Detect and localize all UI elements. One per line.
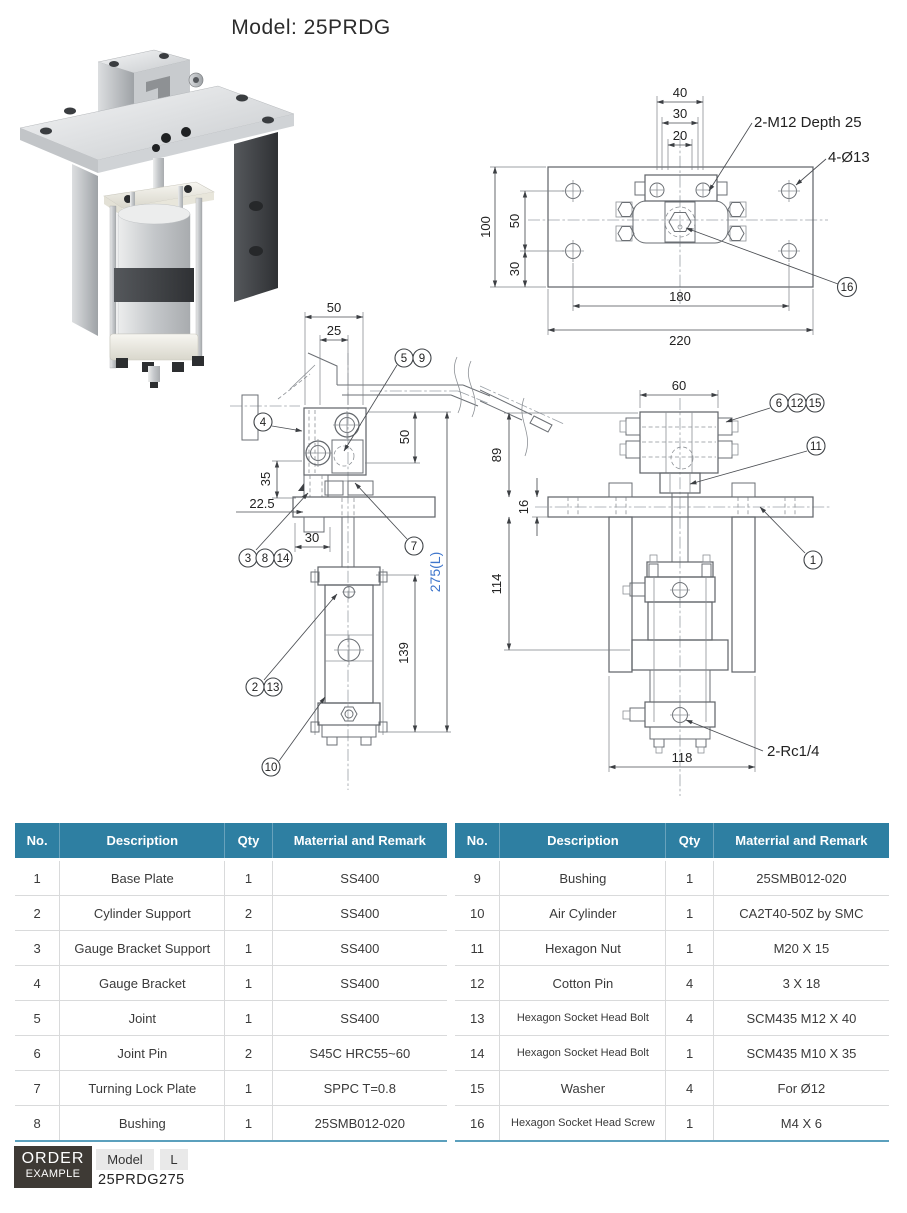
dim-114: 114 [489, 573, 504, 595]
table-row [455, 1036, 889, 1071]
dim-20: 20 [672, 128, 688, 143]
cell-qty: 2 [225, 1036, 272, 1071]
cell-qty: 1 [225, 1106, 272, 1142]
label-rc-port: 2-Rc1/4 [767, 743, 820, 760]
callout-14: 14 [276, 553, 290, 565]
callout-7: 7 [410, 541, 418, 553]
cell-material: SS400 [272, 860, 447, 896]
dim-30-side: 30 [507, 261, 522, 277]
cell-no: 9 [455, 860, 500, 896]
table-row [15, 1071, 447, 1106]
header-no: No. [15, 823, 60, 860]
cell-no: 6 [15, 1036, 60, 1071]
cell-description: Base Plate [60, 860, 225, 896]
cell-description: Bushing [500, 860, 666, 896]
side-view-drawing [480, 370, 907, 800]
cell-no: 5 [15, 1001, 60, 1036]
callout-13: 13 [266, 682, 280, 694]
order-model-chip: Model [96, 1149, 154, 1170]
callout-6: 6 [775, 398, 783, 410]
callout-9: 9 [418, 353, 426, 365]
table-row [15, 896, 447, 931]
cell-description: Gauge Bracket Support [60, 931, 225, 966]
dim-50: 50 [507, 213, 522, 229]
cell-qty: 4 [666, 1071, 713, 1106]
dim-16: 16 [516, 499, 531, 515]
parts-table-left [15, 823, 447, 1142]
table-row [15, 1036, 447, 1071]
table-row [15, 966, 447, 1001]
dim-275-stroke: 275(L) [427, 551, 443, 593]
render-cylinder [104, 158, 214, 388]
cell-no: 3 [15, 931, 60, 966]
callout-1: 1 [809, 555, 817, 567]
cell-material: M20 X 15 [713, 931, 889, 966]
cell-no: 10 [455, 896, 500, 931]
table-row [15, 860, 447, 896]
cell-qty: 1 [225, 860, 272, 896]
cell-no: 16 [455, 1106, 500, 1142]
dim-220: 220 [669, 333, 691, 348]
header-qty: Qty [666, 823, 713, 860]
corner-holes [562, 180, 800, 262]
callout-16 [686, 228, 857, 297]
cell-description: Hexagon Socket Head Screw [500, 1106, 666, 1142]
dim-50-top: 50 [326, 300, 342, 315]
table-row [455, 860, 889, 896]
cell-material: 3 X 18 [713, 966, 889, 1001]
cell-material: CA2T40-50Z by SMC [713, 896, 889, 931]
callout-10: 10 [264, 762, 278, 774]
cell-no: 14 [455, 1036, 500, 1071]
dim-139: 139 [396, 642, 411, 664]
svg-text:16: 16 [840, 282, 854, 294]
callout-15: 15 [808, 398, 822, 410]
dim-30: 30 [304, 530, 320, 545]
cell-qty: 1 [225, 931, 272, 966]
header-description: Description [60, 823, 225, 860]
side-view-callouts [690, 394, 825, 569]
cell-no: 4 [15, 966, 60, 1001]
table-row [455, 1001, 889, 1036]
cell-qty: 1 [666, 896, 713, 931]
dim-180: 180 [669, 289, 691, 304]
callout-12: 12 [790, 398, 804, 410]
cell-qty: 1 [666, 1106, 713, 1142]
cell-material: 25SMB012-020 [272, 1106, 447, 1142]
cell-description: Hexagon Socket Head Bolt [500, 1001, 666, 1036]
cell-description: Gauge Bracket [60, 966, 225, 1001]
cell-qty: 1 [666, 931, 713, 966]
dim-118: 118 [671, 750, 693, 765]
label-4-holes: 4-Ø13 [828, 149, 870, 166]
dim-60: 60 [671, 378, 687, 393]
cell-material: SS400 [272, 966, 447, 1001]
cell-material: SPPC T=0.8 [272, 1071, 447, 1106]
center-clevis-assembly [616, 175, 746, 243]
dim-35: 35 [258, 471, 273, 487]
table-row [15, 1001, 447, 1036]
cell-material: M4 X 6 [713, 1106, 889, 1142]
order-example-box [14, 1146, 92, 1188]
order-length-chip: L [160, 1149, 188, 1170]
cell-material: SCM435 M12 X 40 [713, 1001, 889, 1036]
cell-description: Cylinder Support [60, 896, 225, 931]
cell-qty: 1 [225, 966, 272, 1001]
cell-material: 25SMB012-020 [713, 860, 889, 896]
cell-qty: 1 [666, 1036, 713, 1071]
cell-qty: 1 [225, 1071, 272, 1106]
cell-description: Hexagon Nut [500, 931, 666, 966]
cell-no: 8 [15, 1106, 60, 1142]
cell-material: S45C HRC55~60 [272, 1036, 447, 1071]
order-example-line2: EXAMPLE [25, 1168, 81, 1180]
callout-2: 2 [251, 682, 259, 694]
cell-qty: 4 [666, 966, 713, 1001]
table-row [15, 931, 447, 966]
table-row [455, 1071, 889, 1106]
label-m12-thread: 2-M12 Depth 25 [754, 114, 862, 131]
table-row [455, 1106, 889, 1142]
table-header-row [455, 823, 889, 860]
dim-89: 89 [489, 447, 504, 463]
table-row [455, 931, 889, 966]
top-view-drawing [460, 80, 907, 352]
header-qty: Qty [225, 823, 272, 860]
cell-no: 2 [15, 896, 60, 931]
header-material: Materrial and Remark [713, 823, 889, 860]
callout-11: 11 [810, 441, 822, 453]
header-no: No. [455, 823, 500, 860]
table-header-row [15, 823, 447, 860]
dim-40: 40 [672, 85, 688, 100]
cell-no: 15 [455, 1071, 500, 1106]
cell-description: Cotton Pin [500, 966, 666, 1001]
cell-material: SS400 [272, 896, 447, 931]
cell-material: For Ø12 [713, 1071, 889, 1106]
cell-description: Air Cylinder [500, 896, 666, 931]
callout-3: 3 [244, 553, 252, 565]
cell-description: Turning Lock Plate [60, 1071, 225, 1106]
side-view-geometry [480, 386, 830, 796]
callout-4: 4 [259, 417, 267, 429]
dim-50-right: 50 [397, 429, 412, 445]
dim-100: 100 [478, 216, 493, 238]
cell-material: SS400 [272, 1001, 447, 1036]
table-row [15, 1106, 447, 1142]
cell-no: 1 [15, 860, 60, 896]
top-view-labels [686, 114, 870, 297]
table-row [455, 966, 889, 1001]
cell-description: Joint Pin [60, 1036, 225, 1071]
cell-material: SCM435 M10 X 35 [713, 1036, 889, 1071]
cell-qty: 1 [666, 860, 713, 896]
order-example-line1: ORDER [21, 1150, 85, 1167]
cell-description: Hexagon Socket Head Bolt [500, 1036, 666, 1071]
header-material: Materrial and Remark [272, 823, 447, 860]
cell-qty: 1 [225, 1001, 272, 1036]
order-example-value: 25PRDG275 [98, 1172, 185, 1188]
cell-description: Joint [60, 1001, 225, 1036]
callout-5: 5 [400, 353, 408, 365]
cell-no: 11 [455, 931, 500, 966]
parts-table-right [455, 823, 889, 1142]
dim-22-5: 22.5 [249, 496, 275, 511]
cell-qty: 2 [225, 896, 272, 931]
page-title: Model: 25PRDG [231, 16, 391, 39]
callout-8: 8 [261, 553, 269, 565]
dim-25: 25 [326, 323, 342, 338]
cell-description: Bushing [60, 1106, 225, 1142]
cell-no: 12 [455, 966, 500, 1001]
cell-description: Washer [500, 1071, 666, 1106]
front-view-drawing [230, 295, 490, 800]
cell-qty: 4 [666, 1001, 713, 1036]
cell-no: 13 [455, 1001, 500, 1036]
dim-30: 30 [672, 106, 688, 121]
header-description: Description [500, 823, 666, 860]
table-row [455, 896, 889, 931]
cell-no: 7 [15, 1071, 60, 1106]
cell-material: SS400 [272, 931, 447, 966]
front-view-callouts [239, 349, 431, 776]
